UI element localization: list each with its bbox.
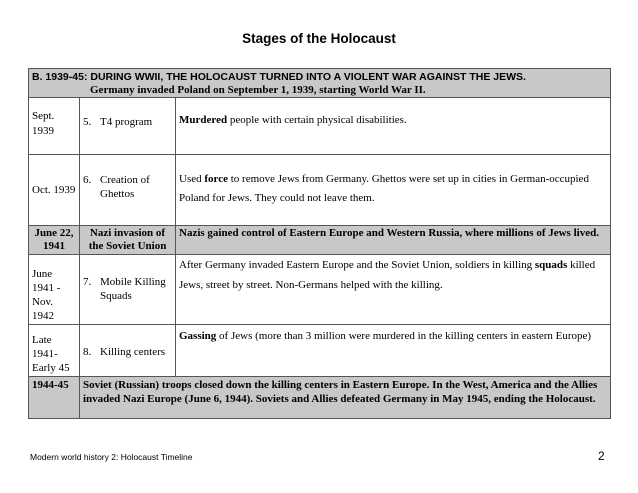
table-row xyxy=(29,377,611,419)
description-cell xyxy=(176,98,611,155)
event-cell: Nazi invasion of the Soviet Union xyxy=(80,226,176,255)
event-cell xyxy=(80,255,176,325)
page-title: Stages of the Holocaust xyxy=(242,31,396,46)
date-cell: 1944-45 xyxy=(29,377,80,419)
description-cell: Soviet (Russian) troops closed down the killing centers in Eastern Europe. In the West, America and the Allies invaded Nazi Europe (June 6, 1944). Soviets and Allies defeated Germany in May 1945, ending the Holocaust. xyxy=(80,377,611,419)
description-cell xyxy=(176,155,611,226)
description-bold: Gassing xyxy=(179,330,217,342)
description-text: of Jews (more than 3 million were murdered in the killing centers in eastern Europe) xyxy=(216,330,592,342)
table-row xyxy=(29,155,611,226)
description-text: to remove Jews from Germany. Ghettos were set up in cities in German-occupied Poland for Jews. They could not leave them. xyxy=(179,173,589,204)
event-name: Killing centers xyxy=(100,346,166,358)
description-text: After Germany invaded Eastern Europe and the Soviet Union, soldiers in killing xyxy=(179,259,535,271)
section-heading: B. 1939-45: DURING WWII, THE HOLOCAUST TURNED INTO A VIOLENT WAR AGAINST THE JEWS. xyxy=(32,71,526,83)
event-name: T4 program xyxy=(100,116,153,128)
table-row xyxy=(29,325,611,377)
holocaust-table xyxy=(28,68,611,419)
page-number: 2 xyxy=(598,449,605,463)
date-cell: Oct. 1939 xyxy=(29,155,80,226)
event-number: 7. xyxy=(83,276,92,288)
description-cell: Nazis gained control of Eastern Europe and Western Russia, where millions of Jews lived. xyxy=(176,226,611,255)
table-row xyxy=(29,98,611,155)
date-cell: Late 1941- Early 45 xyxy=(29,325,80,377)
event-cell xyxy=(80,98,176,155)
event-number: 6. xyxy=(83,174,92,186)
description-bold: Murdered xyxy=(179,114,228,126)
event-name: Creation of Ghettos xyxy=(100,174,150,200)
event-number: 5. xyxy=(83,116,92,128)
event-number: 8. xyxy=(83,346,92,358)
table-row xyxy=(29,255,611,325)
event-cell xyxy=(80,155,176,226)
date-cell: Sept. 1939 xyxy=(29,98,80,155)
description-text: Used xyxy=(179,173,205,185)
date-cell: June 1941 - Nov. 1942 xyxy=(29,255,80,325)
event-cell xyxy=(80,325,176,377)
description-bold: force xyxy=(204,173,228,185)
description-bold: squads xyxy=(534,259,568,271)
description-text: people with certain physical disabilities. xyxy=(227,114,407,126)
section-heading-row xyxy=(29,69,611,98)
section-subheading: Germany invaded Poland on September 1, 1939, starting World War II. xyxy=(90,84,426,96)
description-cell xyxy=(176,325,611,377)
footer-text: Modern world history 2: Holocaust Timeline xyxy=(30,452,193,462)
table-row xyxy=(29,226,611,255)
date-cell: June 22, 1941 xyxy=(29,226,80,255)
description-text: killed Jews, street by street. Non-Germans helped with the killing. xyxy=(179,259,596,291)
event-name: Mobile Killing Squads xyxy=(100,276,166,302)
description-cell xyxy=(176,255,611,325)
